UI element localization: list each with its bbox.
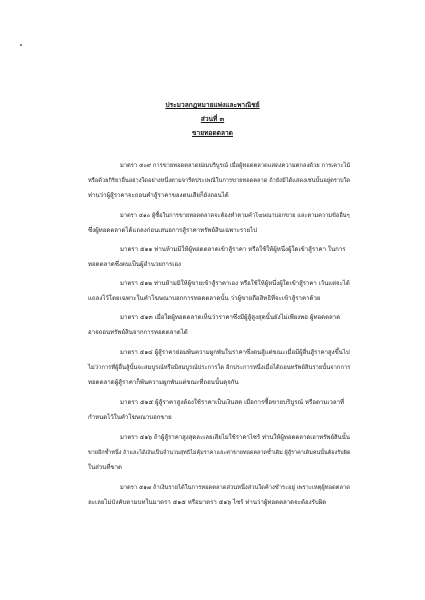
section-512-line-1: มาตรา ๕๑๒ ท่านห้ามมิให้ผู้ขายเข้าสู้ราคาเอง หรือใช้ให้ผู้หนึ่งผู้ใดเข้าสู้ราคา เว้นแต่จะได้ xyxy=(120,280,350,287)
section-515-line-2: กำหนดไว้ในคำโฆษณาบอกขาย xyxy=(88,414,172,421)
code-title: ประมวลกฎหมายแพ่งและพาณิชย์ xyxy=(165,101,260,109)
section-510-line-1: มาตรา ๕๑๐ ผู้ซื้อในการขายทอดตลาดจะต้องทำตามคำโฆษณาบอกขาย และตามความข้ออื่นๆ xyxy=(120,213,350,219)
section-514-line-2: ไม่ว่าการที่ผู้อื่นสู้นั้นจะสมบูรณ์หรือมิสมบูรณ์ประการใด อีกประการหนึ่งเมื่อได้ถอนทรัพย์สินรายนั้นจากการ xyxy=(88,365,351,371)
section-513-line-1: มาตรา ๕๑๓ เมื่อใดผู้ทอดตลาดเห็นว่าราคาซึ่งมีผู้สู้สูงสุดนั้นยังไม่เพียงพอ ผู้ทอดตลาด xyxy=(120,314,341,321)
section-517-line-1: มาตรา ๕๑๗ ถ้าเงินรายได้ในการทอดตลาดส่วนหนึ่งส่วนใดค้างชำระอยู่ เพราะเหตุผู้ทอดตลาด xyxy=(120,485,350,491)
part-number: ส่วนที่ ๓ xyxy=(200,115,225,123)
section-514-line-1: มาตรา ๕๑๔ ผู้สู้ราคาย่อมพ้นความผูกพันในราคาซึ่งตนสู้แต่ขณะเมื่อมีผู้อื่นสู้ราคาสูงขึ้นไป xyxy=(120,349,350,356)
section-509-line-2: หรือด้วยกิริยาอื่นอย่างใดอย่างหนึ่งตามจารีตประเพณีในการขายทอดตลาด ถ้ายังมิได้แสดงเช่นนั้นอยู่ตราบใด xyxy=(88,178,351,184)
section-515-line-1: มาตรา ๕๑๕ ผู้สู้ราคาสูงต้องใช้ราคาเป็นเงินสด เมื่อการซื้อขายบริบูรณ์ หรือตามเวลาที่ xyxy=(120,399,345,406)
section-516-line-3: ในส่วนที่ขาด xyxy=(88,464,123,471)
section-511-line-1: มาตรา ๕๑๑ ท่านห้ามมิให้ผู้ทอดตลาดเข้าสู้ราคา หรือใช้ให้ผู้หนึ่งผู้ใดเข้าสู้ราคา ในการ xyxy=(120,246,346,253)
section-517-line-2: ละเลยไม่บังคับตามบทในมาตรา ๕๑๕ หรือมาตรา ๕๑๖ ไซร้ ท่านว่าผู้ทอดตลาดจะต้องรับผิด xyxy=(88,499,327,506)
section-516-line-2: ขายอีกซ้ำหนึ่ง ถ้าและได้เงินเป็นจำนวนสุทธิไม่คุ้มราคาและค่าขายทอดตลาดซ้ำเดิม ผู้สู้ราคาเดิมคนนั้นต้องรับผิด xyxy=(88,450,351,456)
section-509-line-1: มาตรา ๕๐๙ การขายทอดตลาดย่อมบริบูรณ์ เมื่อผู้ทอดตลาดแสดงความตกลงด้วย การเคาะไม้ xyxy=(120,163,351,169)
section-510-line-2: ซึ่งผู้ทอดตลาดได้แถลงก่อนเสนอการสู้ราคาทรัพย์สินเฉพาะรายไป xyxy=(88,227,258,234)
section-514-line-3: ทอดตลาดผู้สู้ราคาก็พ้นความผูกพันแต่ขณะที่ถอนนั้นดุจกัน xyxy=(88,379,239,386)
section-512-line-2: แถลงไว้โดยเฉพาะในคำโฆษณาบอกการทอดตลาดนั้น ว่าผู้ขายถือสิทธิที่จะเข้าสู้ราคาด้วย xyxy=(88,295,321,302)
part-title: ขายทอดตลาด xyxy=(192,129,233,137)
section-516-line-1: มาตรา ๕๑๖ ถ้าผู้สู้ราคาสูงสุดละเลยเสียไม่ใช้ราคาไซร้ ท่านให้ผู้ทอดตลาดเอาทรัพย์สินนั้น xyxy=(120,434,350,441)
section-511-line-2: ทอดตลาดซึ่งตนเป็นผู้อำนวยการเอง xyxy=(88,261,181,268)
section-513-line-2: อาจถอนทรัพย์สินจากการทอดตลาดได้ xyxy=(88,329,188,336)
scan-speck xyxy=(20,44,22,46)
section-509-line-3: ท่านว่าผู้สู้ราคาจะถอนคำสู้ราคาของตนเสียก็ยังถอนได้ xyxy=(88,192,229,199)
